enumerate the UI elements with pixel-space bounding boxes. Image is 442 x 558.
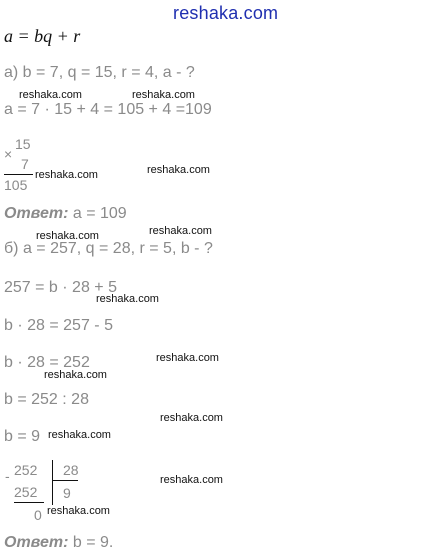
watermark: reshaka.com xyxy=(19,89,82,101)
part-b-condition: б) a = 257, q = 28, r = 5, b - ? xyxy=(4,240,213,257)
part-a-condition: а) b = 7, q = 15, r = 4, a - ? xyxy=(4,64,195,81)
division-divisor: 28 xyxy=(63,462,79,478)
division-sign: - xyxy=(5,468,10,484)
division-subtract: 252 xyxy=(14,484,38,500)
answer-b xyxy=(4,534,113,552)
multiplication-bottom: 7 xyxy=(21,156,29,172)
division-dividend: 252 xyxy=(14,462,38,478)
division-quotient: 9 xyxy=(63,485,71,501)
watermark: reshaka.com xyxy=(160,474,223,486)
base-formula: a = bq + r xyxy=(4,26,81,46)
answer-b-value: b = 9. xyxy=(72,534,114,551)
part-b-step-1: 257 = b · 28 + 5 xyxy=(4,279,117,296)
answer-a-value: a = 109 xyxy=(72,205,127,222)
multiplication-sign: × xyxy=(4,146,13,162)
part-b-step-4: b = 252 : 28 xyxy=(4,391,89,408)
watermark: reshaka.com xyxy=(149,225,212,237)
multiplication-result: 105 xyxy=(4,177,28,193)
watermark: reshaka.com xyxy=(47,505,110,517)
watermark: reshaka.com xyxy=(48,429,111,441)
part-b-step-3: b · 28 = 252 xyxy=(4,354,90,371)
watermark: reshaka.com xyxy=(44,369,107,381)
part-b-step-2: b · 28 = 257 - 5 xyxy=(4,317,113,334)
watermark: reshaka.com xyxy=(132,89,195,101)
watermark: reshaka.com xyxy=(96,293,159,305)
division-remainder: 0 xyxy=(34,507,42,523)
division-vertical-bar xyxy=(52,460,53,505)
answer-a xyxy=(4,205,127,223)
watermark: reshaka.com xyxy=(147,164,210,176)
watermark: reshaka.com xyxy=(36,230,99,242)
watermark: reshaka.com xyxy=(160,412,223,424)
watermark: reshaka.com xyxy=(156,352,219,364)
division-line xyxy=(14,502,44,503)
site-title[interactable]: reshaka.com xyxy=(173,3,279,23)
part-a-calculation: a = 7 · 15 + 4 = 105 + 4 =109 xyxy=(4,101,212,118)
watermark: reshaka.com xyxy=(35,169,98,181)
division-divisor-line xyxy=(52,480,78,481)
answer-a-label: Ответ: xyxy=(4,205,69,222)
answer-b-label: Ответ: xyxy=(4,534,69,551)
multiplication-top: 15 xyxy=(15,136,31,152)
part-b-step-5: b = 9 xyxy=(4,428,41,445)
multiplication-line xyxy=(4,174,33,175)
